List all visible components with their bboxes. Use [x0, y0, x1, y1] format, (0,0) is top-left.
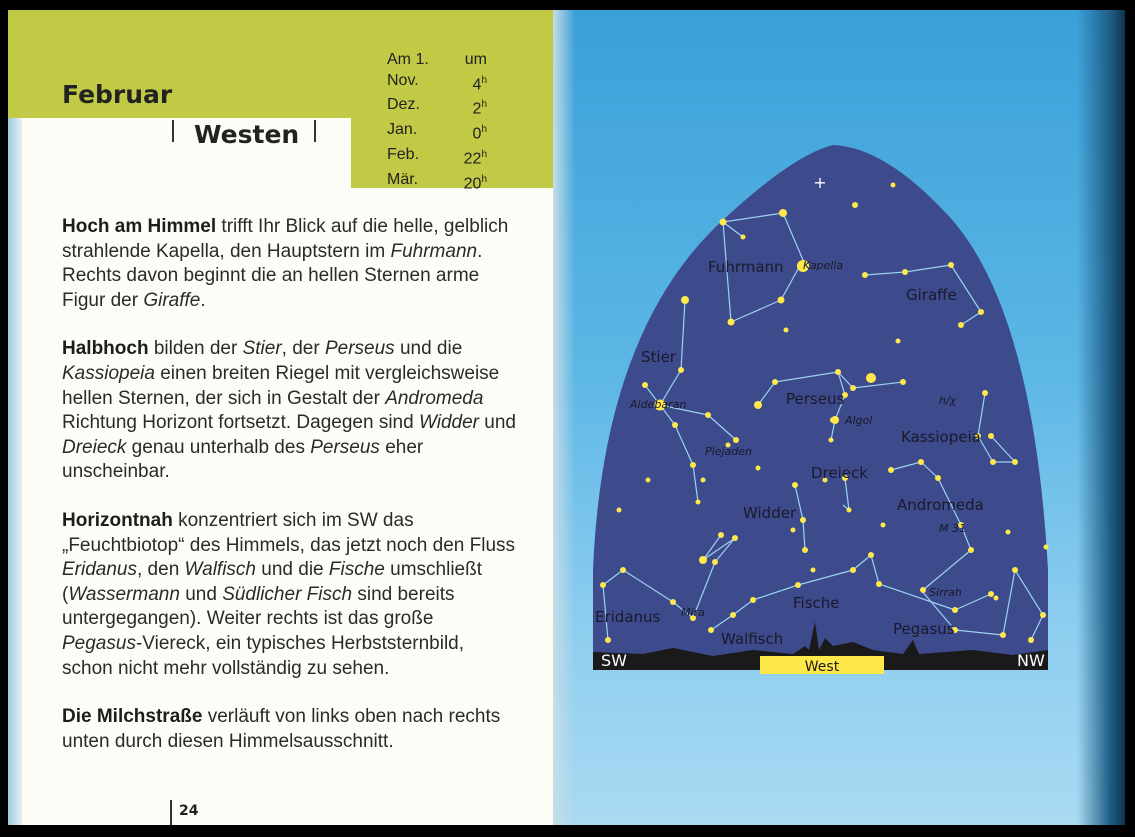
text-run: bilden der	[148, 338, 243, 360]
hour-value: 0	[472, 125, 482, 143]
star	[712, 559, 718, 565]
text-run: umschließt (	[62, 559, 483, 605]
emphasis: Giraffe	[143, 289, 201, 311]
emphasis: Stier	[242, 338, 282, 360]
star	[620, 567, 626, 573]
star	[918, 459, 924, 465]
star	[705, 412, 711, 418]
star	[741, 235, 746, 240]
right-page	[553, 10, 1125, 825]
star	[982, 390, 988, 396]
zenith-mark: +	[813, 173, 827, 192]
text-run: konzentriert sich im SW das „Feuchtbiotop“ des Himmels, das jetzt noch den Fluss	[62, 509, 516, 556]
star	[978, 309, 984, 315]
paragraph	[62, 509, 517, 681]
times-row	[387, 95, 487, 120]
star	[990, 459, 996, 465]
text-run: Richtung Horizont fortsetzt. Dagegen sind	[62, 412, 419, 434]
star	[600, 582, 606, 588]
star	[802, 547, 808, 553]
emphasis: Andromeda	[385, 387, 484, 409]
constellation-label: Walfisch	[721, 630, 784, 648]
object-label: Kapella	[803, 259, 844, 272]
star	[718, 532, 724, 538]
text-run: sind bereits untergegangen). Weiter rechts ist das große	[62, 583, 455, 630]
times-row	[387, 71, 487, 96]
text-run: , den	[137, 559, 185, 581]
star	[708, 627, 714, 633]
star	[701, 478, 706, 483]
star	[868, 552, 874, 558]
object-label: h/χ	[939, 394, 957, 407]
star	[1000, 632, 1006, 638]
constellation-label: Pegasus	[893, 620, 955, 638]
times-header	[387, 50, 487, 71]
star	[881, 523, 886, 528]
times-hour	[464, 145, 487, 170]
constellation-label: Perseus	[786, 390, 845, 408]
paragraph-lead: Hoch am Himmel	[62, 216, 217, 237]
star	[891, 183, 896, 188]
emphasis: Kassiopeia	[62, 362, 155, 384]
star	[888, 467, 894, 473]
star	[730, 612, 736, 618]
star	[617, 508, 622, 513]
object-label: Plejaden	[705, 445, 752, 458]
emphasis: Wassermann	[68, 583, 180, 605]
star	[850, 567, 856, 573]
text-run: trifft Ihr Blick auf die helle, gelblich strahlende Kapella, den Hauptstern im	[62, 216, 509, 262]
star	[756, 466, 761, 471]
times-month: Dez.	[387, 96, 420, 114]
star	[862, 272, 868, 278]
text-run: einen breiten Riegel mit vergleichsweise hellen Sternen, der sich in Gestalt der	[62, 362, 500, 409]
star	[779, 209, 787, 217]
star	[988, 591, 994, 597]
constellation-label: Widder	[743, 504, 797, 522]
star	[829, 438, 834, 443]
object-label: Algol	[845, 414, 873, 427]
star	[1028, 637, 1034, 643]
direction-title: Westen	[194, 120, 300, 149]
star	[728, 319, 735, 326]
horizon-label-right: NW	[1017, 651, 1045, 670]
times-header-time: um	[464, 51, 487, 68]
star	[896, 339, 901, 344]
text-run: und	[179, 583, 223, 605]
star	[900, 379, 906, 385]
horizon-label-left: SW	[601, 651, 627, 670]
horizon-label-center: West	[804, 659, 840, 675]
text-run: und	[478, 412, 516, 434]
star	[876, 581, 882, 587]
star	[778, 297, 785, 304]
hour-unit: h	[481, 74, 487, 86]
star	[920, 587, 926, 593]
month-title: Februar	[62, 80, 173, 109]
hour-unit: h	[481, 99, 487, 111]
star	[1012, 459, 1018, 465]
observation-times	[387, 50, 487, 195]
star	[1006, 530, 1011, 535]
star	[791, 528, 796, 533]
star	[1044, 545, 1049, 550]
hour-unit: h	[481, 148, 487, 160]
star	[681, 296, 689, 304]
star	[792, 482, 798, 488]
constellation-label: Dreieck	[811, 464, 868, 482]
emphasis: Perseus	[324, 338, 395, 360]
star	[696, 500, 701, 505]
star	[795, 582, 801, 588]
paragraph-lead: Horizontnah	[62, 509, 173, 531]
constellation-label: Eridanus	[595, 608, 661, 626]
constellation-label: Stier	[641, 348, 676, 366]
paragraph	[62, 337, 517, 485]
hour-value: 2	[472, 100, 482, 118]
star	[678, 367, 684, 373]
star	[642, 382, 648, 388]
emphasis: Fische	[328, 559, 385, 581]
star	[670, 599, 676, 605]
times-hour	[473, 95, 487, 120]
hour-value: 4	[472, 75, 482, 93]
star	[958, 322, 964, 328]
times-hour	[473, 120, 487, 145]
star	[830, 417, 836, 423]
star	[750, 597, 756, 603]
left-page	[8, 10, 553, 825]
star	[772, 379, 778, 385]
times-hour	[464, 170, 487, 195]
text-run: .	[200, 289, 206, 311]
constellation-label: Fische	[793, 594, 840, 612]
star	[968, 547, 974, 553]
body-text	[62, 215, 517, 778]
emphasis: Pegasus	[62, 632, 136, 654]
paragraph-lead: Die Milchstraße	[62, 706, 203, 728]
times-month: Nov.	[387, 71, 419, 89]
times-month: Jan.	[387, 121, 418, 139]
text-run: , der	[281, 338, 325, 360]
constellation-label: Giraffe	[906, 286, 957, 304]
object-label: M 31	[939, 522, 966, 535]
emphasis: Dreieck	[62, 436, 127, 458]
times-hour	[473, 71, 487, 96]
object-label: Mira	[681, 606, 705, 619]
divider	[314, 120, 316, 142]
text-run: . Rechts davon beginnt die an hellen Sternen arme Figur der	[62, 240, 483, 311]
star	[988, 433, 994, 439]
star	[1012, 567, 1018, 573]
emphasis: Perseus	[310, 436, 380, 458]
times-row	[387, 170, 487, 195]
hour-value: 22	[463, 150, 482, 168]
times-header-date: Am 1.	[387, 51, 429, 68]
emphasis: Fuhrmann	[390, 240, 478, 262]
emphasis: Widder	[418, 412, 479, 434]
text-run: und die	[394, 338, 463, 360]
divider	[172, 120, 174, 142]
star	[733, 437, 739, 443]
star	[732, 535, 738, 541]
page-edge	[8, 10, 22, 825]
constellation-label: Kassiopeia	[901, 428, 981, 446]
star	[754, 401, 762, 409]
star	[850, 385, 856, 391]
star	[994, 596, 999, 601]
emphasis: Südlicher Fisch	[222, 583, 353, 605]
star	[646, 478, 651, 483]
constellation-label: Fuhrmann	[708, 258, 784, 276]
text-run: und die	[256, 559, 329, 581]
star	[720, 219, 727, 226]
star	[847, 508, 852, 513]
star	[672, 422, 678, 428]
page-number-bar	[170, 800, 172, 825]
star	[866, 373, 876, 383]
emphasis: Walfisch	[184, 559, 256, 581]
star	[852, 202, 858, 208]
star	[948, 262, 954, 268]
star	[800, 517, 806, 523]
paragraph	[62, 215, 517, 313]
star	[835, 369, 841, 375]
text-run: genau unterhalb des	[126, 436, 311, 458]
paragraph-lead: Halbhoch	[62, 338, 149, 360]
hour-unit: h	[481, 173, 487, 185]
star	[690, 462, 696, 468]
times-month: Feb.	[387, 145, 420, 163]
star-map	[553, 10, 1125, 825]
star	[784, 328, 789, 333]
text-run: verläuft von links oben nach rechts unten durch diesen Himmelsausschnitt.	[62, 706, 501, 752]
hour-value: 20	[463, 175, 482, 193]
constellation-label: Andromeda	[897, 496, 984, 514]
star	[699, 556, 707, 564]
star	[605, 637, 611, 643]
times-row	[387, 145, 487, 170]
star	[935, 475, 941, 481]
paragraph	[62, 705, 517, 754]
star	[902, 269, 908, 275]
times-month: Mär.	[387, 170, 419, 188]
page-number: 24	[179, 803, 199, 819]
object-label: Sirrah	[929, 586, 962, 599]
hour-unit: h	[481, 124, 487, 136]
times-row	[387, 120, 487, 145]
star	[952, 607, 958, 613]
text-run: -Viereck, ein typisches Herbststernbild, schon nicht mehr vollständig zu sehen.	[62, 632, 465, 679]
star	[811, 568, 816, 573]
emphasis: Eridanus	[62, 559, 137, 581]
text-run: eher unscheinbar.	[62, 436, 424, 483]
object-label: Aldebaran	[630, 398, 687, 411]
star	[1040, 612, 1046, 618]
